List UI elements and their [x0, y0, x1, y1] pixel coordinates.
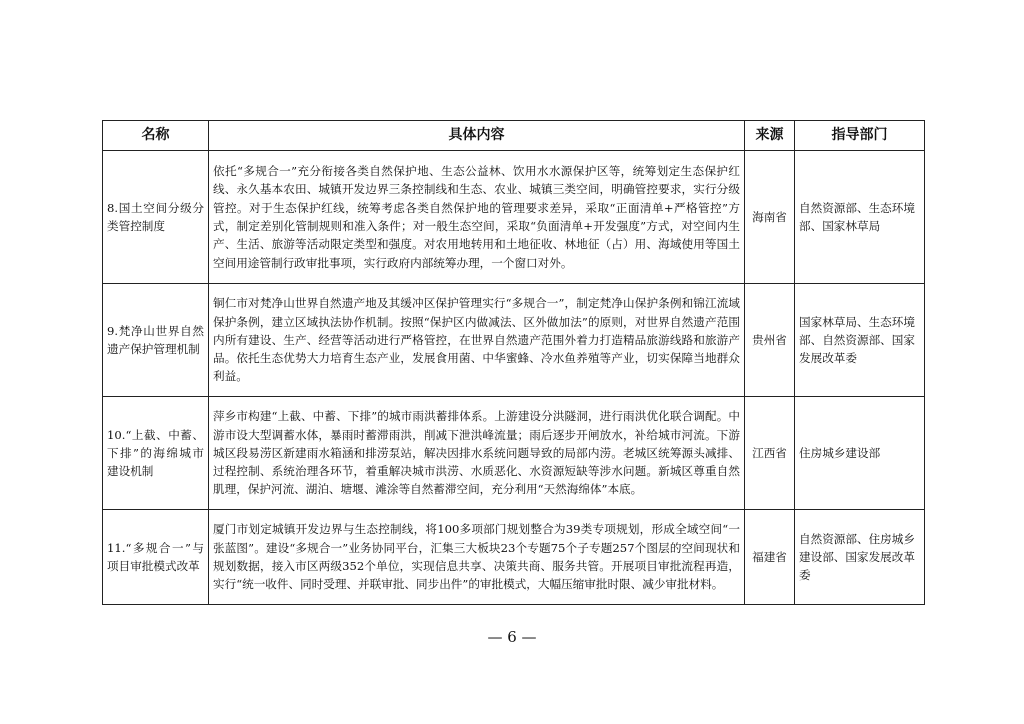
row-dept: 国家林草局、生态环境部、自然资源部、国家发展改革委	[795, 284, 925, 397]
table-row	[103, 284, 925, 397]
row-source: 贵州省	[745, 284, 795, 397]
row-source: 福建省	[745, 510, 795, 605]
row-dept: 住房城乡建设部	[795, 397, 925, 510]
header-source: 来源	[745, 121, 795, 151]
table-row	[103, 397, 925, 510]
table-header-row	[103, 121, 925, 151]
table-row	[103, 151, 925, 284]
page-number: — 6 —	[487, 628, 537, 646]
row-name: 10.“上截、中蓄、下排”的海绵城市建设机制	[103, 397, 209, 510]
row-dept: 自然资源部、生态环境部、国家林草局	[795, 151, 925, 284]
row-name: 8.国土空间分级分类管控制度	[103, 151, 209, 284]
row-source: 江西省	[745, 397, 795, 510]
header-content: 具体内容	[209, 121, 745, 151]
row-content: 依托“多规合一”充分衔接各类自然保护地、生态公益林、饮用水水源保护区等，统筹划定生态保护红线、永久基本农田、城镇开发边界三条控制线和生态、农业、城镇三类空间，明确管控要求，实行分级管控。对于生态保护红线，统筹考虑各类自然保护地的管理要求差异，采取“正面清单+严格管控”方式，制定差别化管制规则和准入条件；对一般生态空间，采取“负面清单+开发强度”方式，对空间内生产、生活、旅游等活动限定类型和强度。对农用地转用和土地征收、林地征（占）用、海域使用等国土空间用途管制行政审批事项，实行政府内部统筹办理，一个窗口对外。	[209, 151, 745, 284]
table-row	[103, 510, 925, 605]
row-name: 9.梵净山世界自然遗产保护管理机制	[103, 284, 209, 397]
row-source: 海南省	[745, 151, 795, 284]
policy-table	[102, 120, 925, 605]
header-name: 名称	[103, 121, 209, 151]
row-content: 萍乡市构建“上截、中蓄、下排”的城市雨洪蓄排体系。上游建设分洪隧洞，进行雨洪优化联合调配。中游市设大型调蓄水体，暴雨时蓄滞雨洪，削减下泄洪峰流量；雨后逐步开闸放水，补给城市河流。下游城区段易涝区新建雨水箱涵和排涝泵站，解决因排水系统问题导致的局部内涝。老城区统筹源头减排、过程控制、系统治理各环节，着重解决城市洪涝、水质恶化、水资源短缺等涉水问题。新城区尊重自然肌理，保护河流、湖泊、塘堰、滩涂等自然蓄滞空间，充分利用“天然海绵体”本底。	[209, 397, 745, 510]
row-content: 铜仁市对梵净山世界自然遗产地及其缓冲区保护管理实行“多规合一”，制定梵净山保护条例和锦江流域保护条例，建立区域执法协作机制。按照“保护区内做减法、区外做加法”的原则，对世界自然遗产范围内所有建设、生产、经营等活动进行严格管控，在世界自然遗产范围外着力打造精品旅游线路和旅游产品。依托生态优势大力培育生态产业，发展食用菌、中华蜜蜂、冷水鱼养殖等产业，切实保障当地群众利益。	[209, 284, 745, 397]
row-dept: 自然资源部、住房城乡建设部、国家发展改革委	[795, 510, 925, 605]
header-dept: 指导部门	[795, 121, 925, 151]
row-content: 厦门市划定城镇开发边界与生态控制线，将100多项部门规划整合为39类专项规划，形成全域空间“一张蓝图”。建设“多规合一”业务协同平台，汇集三大板块23个专题75个子专题257个图层的空间现状和规划数据，接入市区两级352个单位，实现信息共享、决策共商、服务共管。开展项目审批流程再造，实行“统一收件、同时受理、并联审批、同步出件”的审批模式，大幅压缩审批时限、减少审批材料。	[209, 510, 745, 605]
row-name: 11.“多规合一”与项目审批模式改革	[103, 510, 209, 605]
